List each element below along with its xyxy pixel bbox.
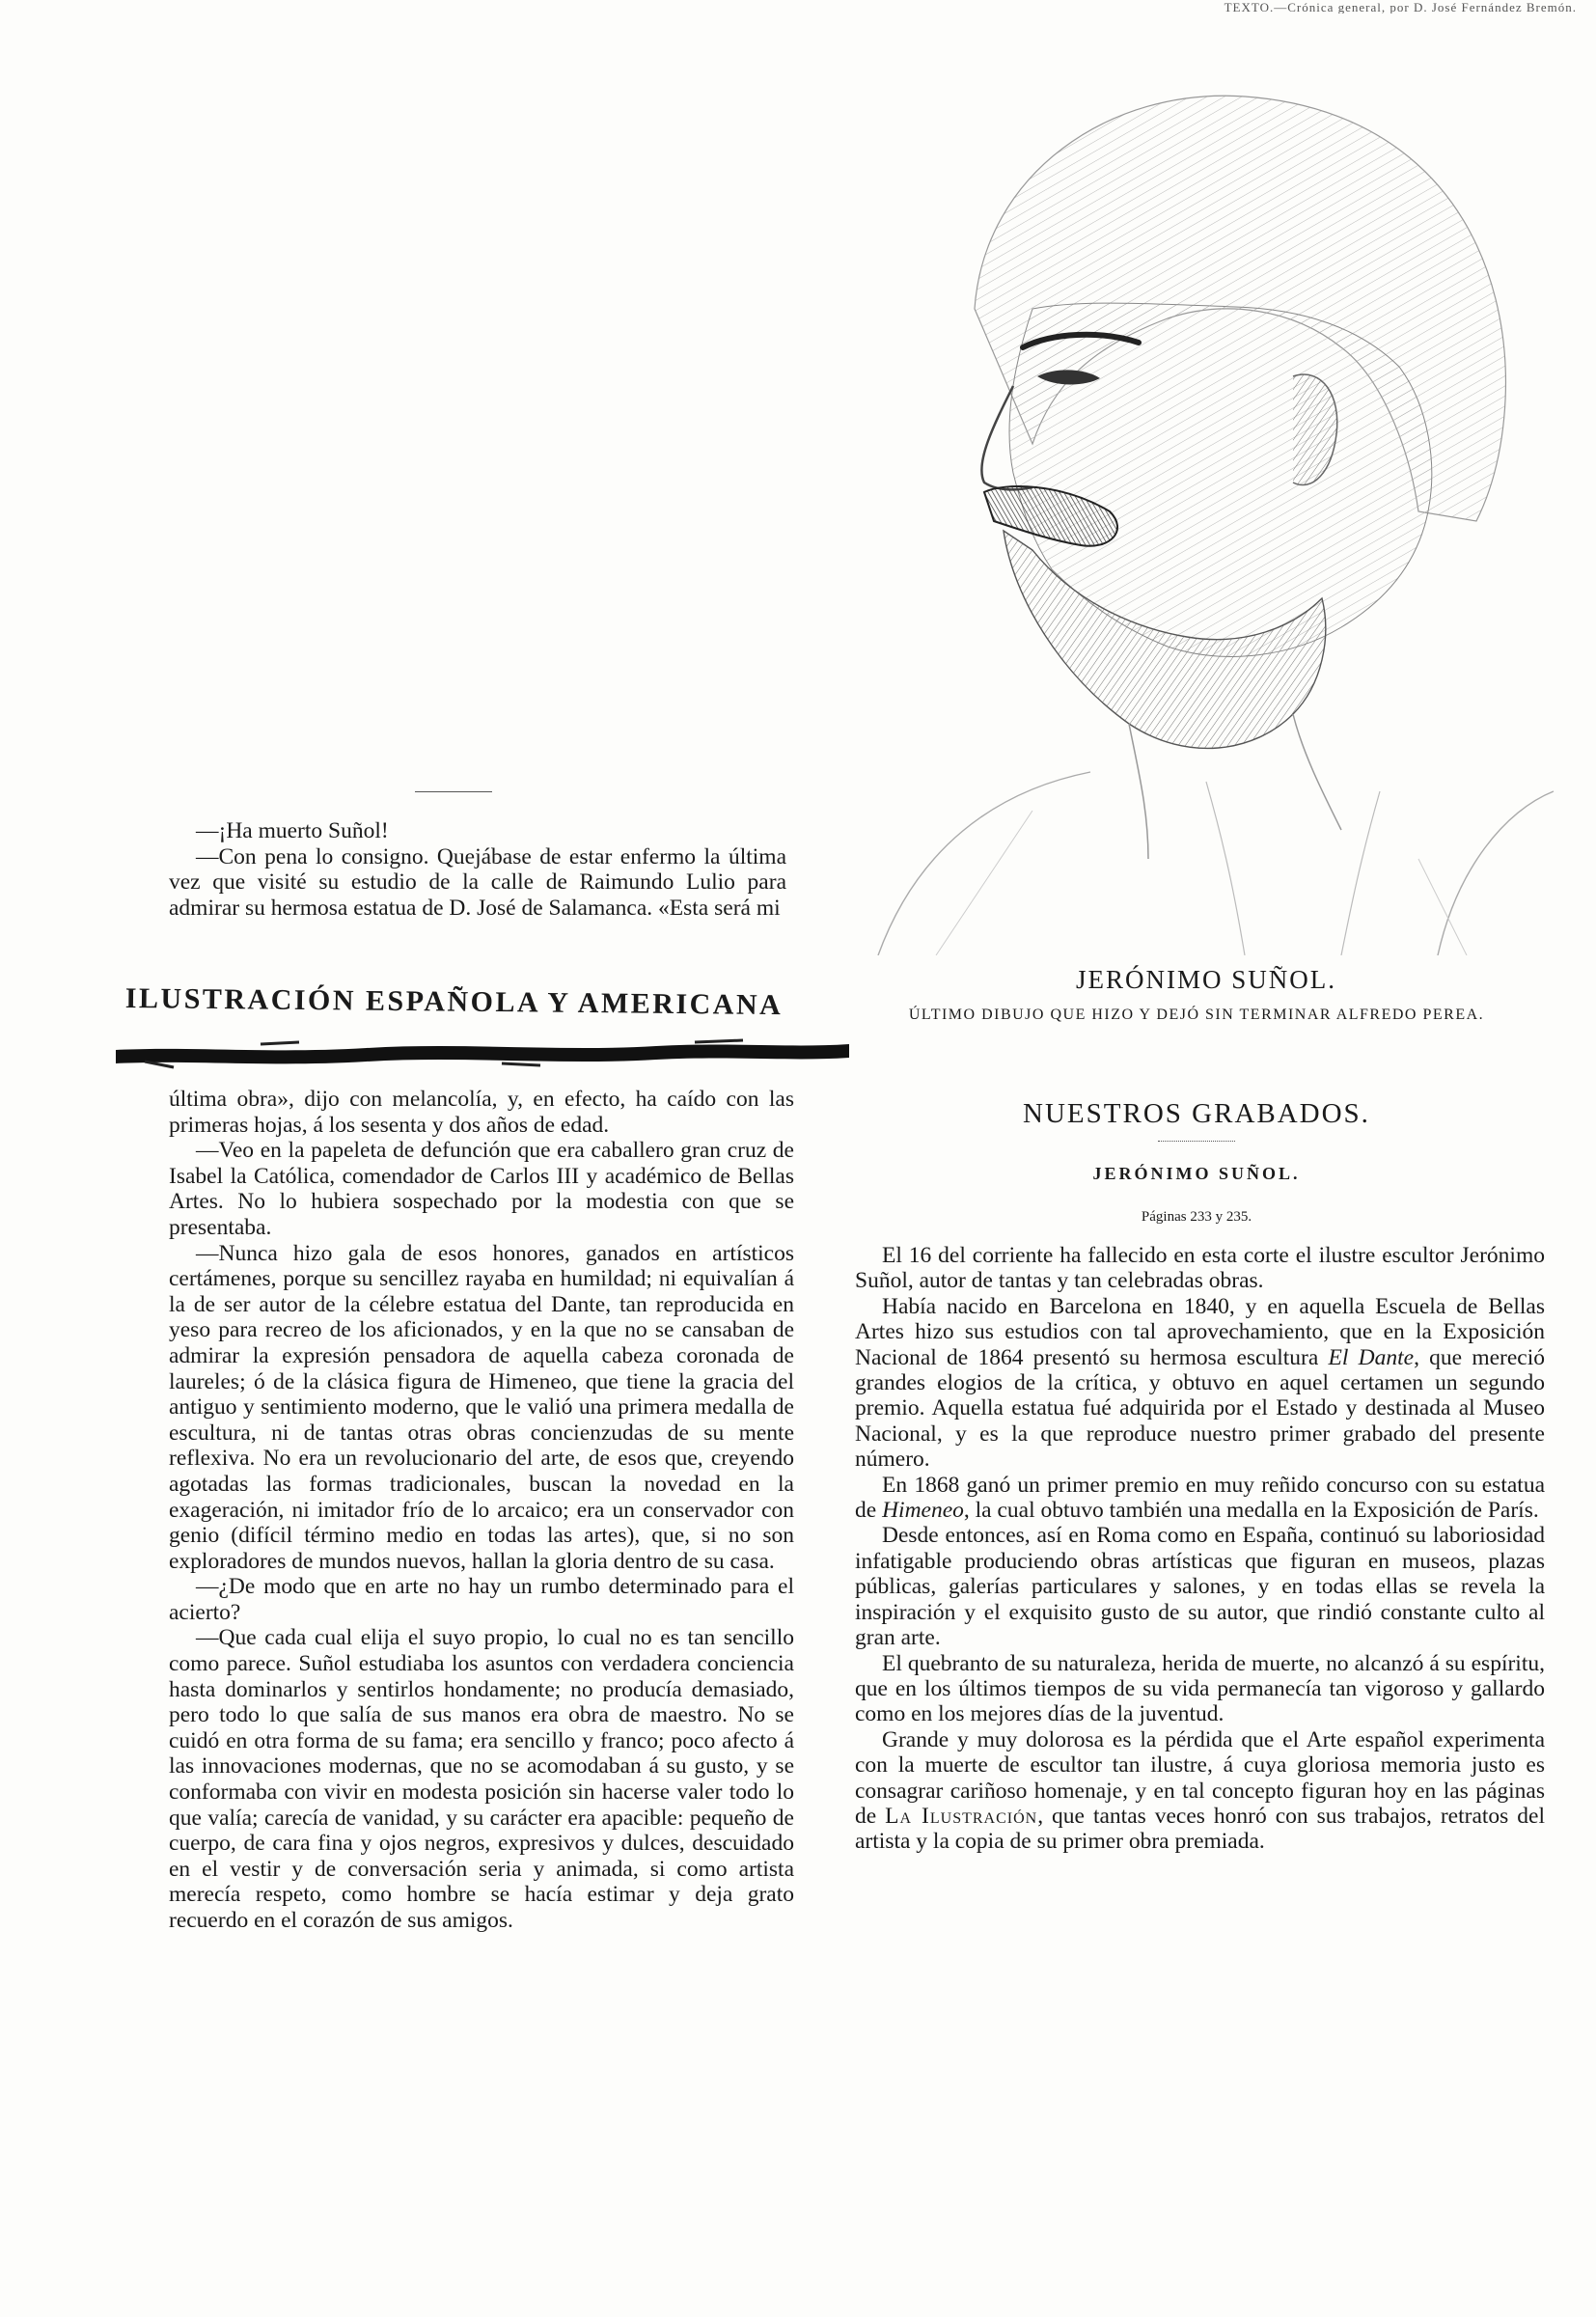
portrait-drawing [839,58,1573,955]
artwork-title: Himeneo [882,1498,964,1524]
paragraph: —Veo en la papeleta de defunción que era caballero gran cruz de Isabel la Católica, comendador de Carlos III y académico de Bellas Artes. No lo hubiera sospechado por la modestia con que se presentaba. [169,1138,794,1240]
section-title: NUESTROS GRABADOS. [1023,1098,1370,1129]
paragraph: El quebranto de su naturaleza, herida de muerte, no alcanzó á su espíritu, que en los últimos tiempos de su vida permanecía tan vigoroso y gallardo como en los mejores días de la juventud. [855,1650,1545,1727]
column-separator [415,791,492,792]
text-run: , la cual obtuvo también una medalla en la Exposición de París. [963,1498,1539,1524]
portrait-engraving [839,58,1573,955]
publication-name: La Ilustración [885,1803,1038,1829]
text-run: , que tantas veces honró con sus trabajos, retratos del artista y la copia de su primer obra premiada. [855,1803,1545,1855]
left-column-bottom [169,1087,794,1934]
portrait-credit: ÚLTIMO DIBUJO QUE HIZO Y DEJÓ SIN TERMINAR ALFREDO PEREA. [908,1007,1485,1023]
subsection-title: JERÓNIMO SUÑOL. [1092,1164,1301,1183]
paragraph [855,1473,1545,1524]
paragraph: última obra», dijo con melancolía, y, en efecto, ha caído con las primeras hojas, á los sesenta y dos años de edad. [169,1087,794,1138]
artwork-title: El Dante [1328,1344,1415,1370]
paragraph: —¡Ha muerto Suñol! [196,818,389,843]
text-run: Había nacido en Barcelona en 1840, y en aquella Escuela de Bellas Artes hizo sus estudios con tal aprovechamiento, que en la Exposición Nacional de 1864 presentó su hermosa escultura [855,1293,1545,1370]
paragraph: —Nunca hizo gala de esos honores, ganados en artísticos certámenes, porque su sencillez rayaba en humildad; ni equivalían á la de ser autor de la célebre estatua del Dante, tan reproducida en yeso para recreo de los aficionados, y en la que no se cansaban de admirar la expresión pensadora de aquella cabeza coronada de laureles; ó de la clásica figura de Himeneo, que tiene la gracia del antiguo y sentimiento moderno, que le valió una primera medalla de escultura, ni de tantas otras obras concienzudas de su mente reflexiva. No era un revolucionario del arte, de esos que, creyendo agotadas las formas tradicionales, buscan la novedad en la exageración, ni imitador frío de lo arcaico; era un conservador con genio (difícil término medio en todas las artes), que, si no son exploradores de mundos nuevos, hallan la gloria dentro de su casa. [169,1240,794,1574]
paragraph: Desde entonces, así en Roma como en España, continuó su laboriosidad infatigable produciendo obras artísticas que figuran en museos, plazas públicas, galerías particulares y salones, y en todas ellas se revela la inspiración y el exquisito gusto de su autor, que rindió constante culto al gran arte. [855,1523,1545,1651]
paragraph [855,1294,1545,1473]
paragraph: —Con pena lo consigno. Quejábase de estar enfermo la última vez que visité su estudio de la calle de Raimundo Lulio para admirar su hermosa estatua de D. José de Salamanca. «Esta será mi [169,843,786,921]
masthead-clipping [116,982,849,1079]
portrait-caption [830,965,1582,1024]
right-column [855,1243,1545,1855]
masthead-title: ILUSTRACIÓN ESPAÑOLA Y AMERICANA [124,982,784,1022]
portrait-name: JERÓNIMO SUÑOL. [1075,965,1336,994]
left-column-top [169,818,786,921]
running-head: TEXTO.—Crónica general, por D. José Fernández Bremón. [1224,0,1577,14]
paragraph: El 16 del corriente ha fallecido en esta corte el ilustre escultor Jerónimo Suñol, autor de tantas y tan celebradas obras. [855,1243,1545,1294]
section-rule [1158,1141,1235,1142]
pages-note: Páginas 233 y 235. [1141,1209,1252,1225]
paragraph: —Que cada cual elija el suyo propio, lo cual no es tan sencillo como parece. Suñol estudiaba los asuntos con verdadera conciencia hasta dominarlos y sentirlos hondamente; no producía demasiado, pero todo lo que salía de sus manos era obra de maestro. No se cuidó en otra forma de su fama; era sencillo y franco; poco afecto á las innovaciones modernas, que no se acomodaban á su gusto, y se conformaba con vivir en modesta posición sin hacerse valer todo lo que valía; carecía de vanidad, y su carácter era apacible: pequeño de cuerpo, de cara fina y ojos negros, expresivos y dulces, descuidado en el vestir y de conversación seria y animada, si como artista merecía respeto, como hombre se hacía estimar y deja grato recuerdo en el corazón de sus amigos. [169,1625,794,1933]
text-run: Grande y muy dolorosa es la pérdida que el Arte español experimenta con la muerte de escultor tan ilustre, á cuya gloriosa memoria justo es consagrar cariñoso homenaje, y en tal concepto figuran hoy en las páginas de [855,1726,1545,1829]
masthead-ink-band [116,1036,849,1071]
text-run: En 1868 ganó un primer premio en muy reñido concurso con su estatua de [855,1472,1545,1524]
text-run: , que mereció grandes elogios de la crítica, y obtuvo en aquel certamen un segundo premio. Aquella estatua fué adquirida por el Estado y destinada al Museo Nacional, y es la que reproduce nuestro primer grabado del presente número. [855,1344,1545,1473]
paragraph [855,1727,1545,1855]
paragraph: —¿De modo que en arte no hay un rumbo determinado para el acierto? [169,1574,794,1625]
